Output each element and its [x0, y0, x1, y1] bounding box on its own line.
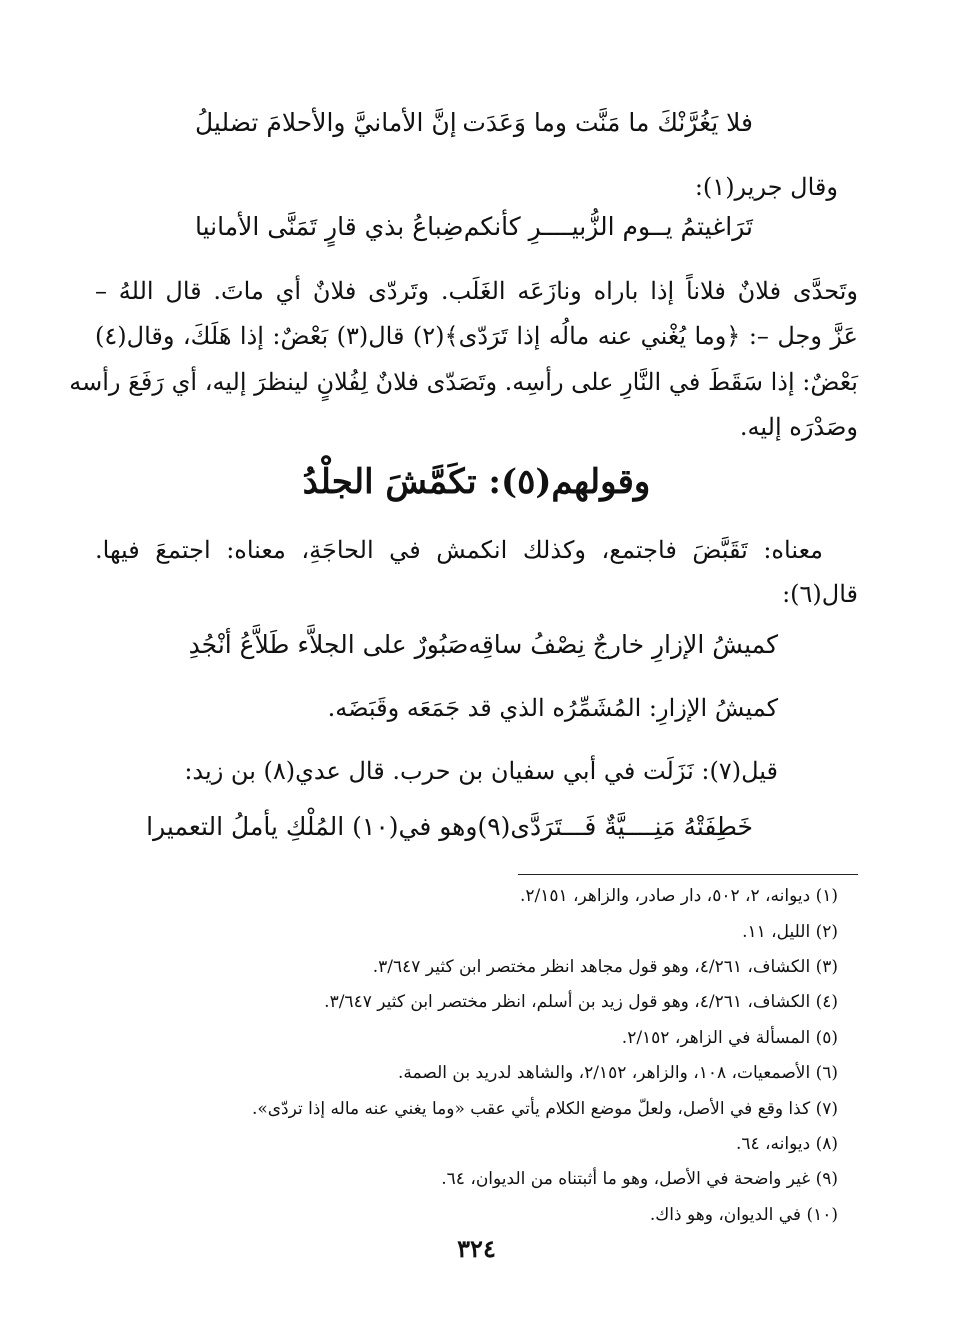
footnote: (٨) ديوانه، ٦٤.	[735, 1134, 838, 1154]
verse-hemistich-first: فلا يَغُرَّنْكَ ما مَنَّت وما وَعَدَت	[462, 108, 753, 137]
poem-verse-1	[195, 108, 753, 137]
footnote: (٧) كذا وقع في الأصل، ولعلّ موضع الكلام يأتي عقب «وما يغني عنه ماله إذا تردّى».	[251, 1099, 838, 1119]
footnote: (١) ديوانه، ٢، ٥٠٢، دار صادر، والزاهر، ٢/١٥١.	[519, 886, 838, 906]
footnote-separator	[518, 874, 858, 875]
verse-hemistich-second: ضِباعُ بذي قارٍ تَمَنَّى الأمانيا	[195, 212, 464, 241]
verse-hemistich-second: إنَّ الأمانيَّ والأحلامَ تضليلُ	[195, 108, 457, 137]
verse-hemistich-second: وهو في(١٠) المُلْكِ يأملُ التعميرا	[146, 812, 478, 841]
paragraph-line: وقال جرير(١):	[694, 173, 838, 201]
footnote: (٦) الأصمعيات، ١٠٨، والزاهر، ٢/١٥٢، والشاهد لدريد بن الصمة.	[397, 1063, 838, 1083]
poem-verse-2	[195, 212, 753, 241]
footnote: (٤) الكشاف، ٤/٢٦١، وهو قول زيد بن أسلم، انظر مختصر ابن كثير ٣/٦٤٧.	[324, 992, 838, 1012]
section-heading: وقولهم(٥): تكَمَّشَ الجلْدُ	[302, 462, 651, 502]
paragraph-line: معناه: تَقَبَّضَ فاجتمع، وكذلك انكمش في الحاجَةِ، معناه: اجتمعَ فيها.	[95, 536, 823, 564]
verse-hemistich-second: صَبُورٌ على الجلاَّء طَلاَّعُ أنْجُدِ	[188, 630, 469, 659]
footnote: (٩) غير واضحة في الأصل، وهو ما أثبتناه من الديوان، ٦٤.	[441, 1169, 838, 1189]
poem-verse-4	[146, 812, 753, 841]
paragraph-line: بَعْضٌ: إذا سَقَطَ في النَّارِ على رأسِه. وتَصَدّى فلانٌ لِفُلانٍ لينظرَ إليه، أي رَفَعَ رأسه	[69, 368, 858, 396]
paragraph-line: كميشُ الإزارِ: المُشَمِّرُه الذي قد جَمَعَه وقَبَضَه.	[327, 694, 778, 722]
verse-hemistich-first: تَرَاغيتمُ يــوم الزُّبيــــرِ كأنكم	[463, 212, 753, 241]
paragraph-line: وصَدْرَه إليه.	[739, 413, 858, 441]
paragraph-line: عَزَّ وجل –: ﴿وما يُغْني عنه مالُه إذا تَرَدّى﴾(٢) قال(٣) بَعْضٌ: إذا هَلَكَ، وقال(٤)	[95, 322, 858, 350]
paragraph-line: وتَحدَّى فلانٌ فلاناً إذا باراه ونازَعَه الغَلَب. وتَردّى فلانٌ أي ماتَ. قال اللهُ –	[95, 277, 858, 305]
footnote: (٣) الكشاف، ٤/٢٦١، وهو قول مجاهد انظر مختصر ابن كثير ٣/٦٤٧.	[372, 957, 838, 977]
page-number: ٣٢٤	[457, 1234, 496, 1263]
poem-verse-3	[188, 630, 778, 659]
paragraph-line: قيل(٧): نَزَلَت في أبي سفيان بن حرب. قال عدي(٨) بن زيد:	[184, 757, 778, 785]
footnote: (٢) الليل، ١١.	[742, 922, 838, 942]
footnote: (٥) المسألة في الزاهر، ٢/١٥٢.	[621, 1028, 838, 1048]
footnote: (١٠) في الديوان، وهو ذاك.	[649, 1205, 838, 1225]
verse-hemistich-first: كميشُ الإزارِ خارجٌ نِصْفُ ساقِه	[468, 630, 778, 659]
paragraph-line: قال(٦):	[782, 580, 858, 608]
verse-hemistich-first: خَطِفَتْهُ مَنِــــيَّةٌ فَـــتَرَدَّى(٩)	[477, 812, 753, 841]
